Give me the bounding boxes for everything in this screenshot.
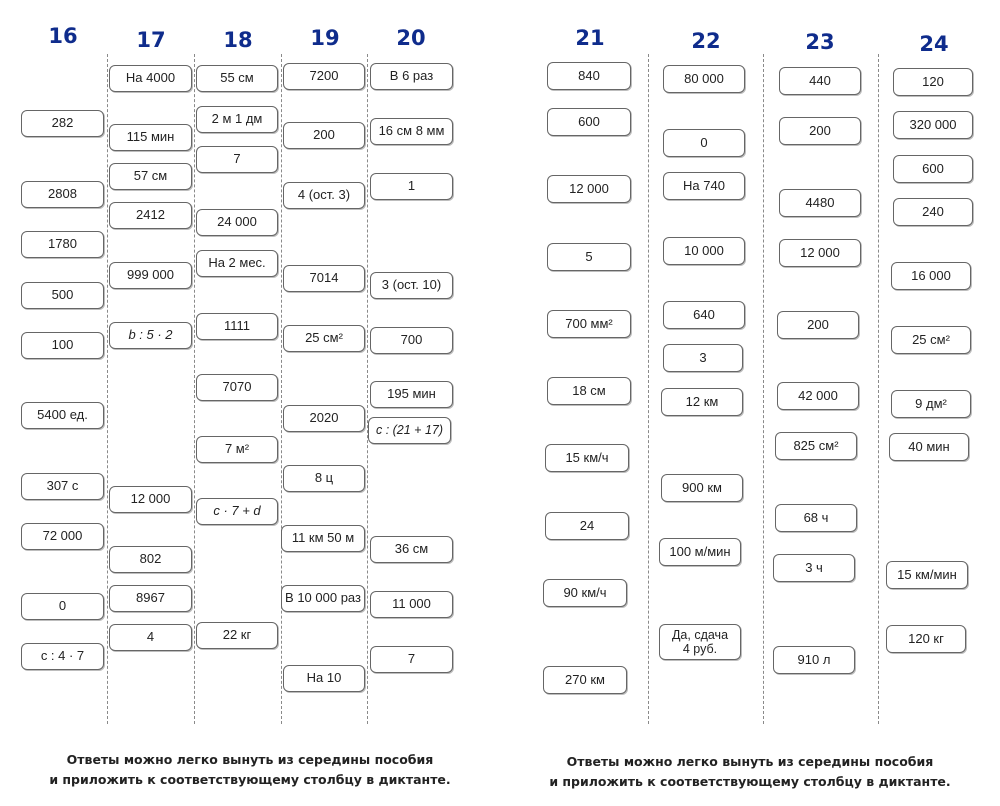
answer-card: 12 000: [779, 239, 861, 267]
answer-card: На 2 мес.: [196, 250, 278, 277]
answer-card: 3: [663, 344, 743, 372]
answer-card: 999 000: [109, 262, 192, 289]
instruction-line: Ответы можно легко вынуть из середины пособия: [66, 752, 434, 767]
answer-card: 910 л: [773, 646, 855, 674]
answer-card: 5: [547, 243, 631, 271]
answer-card: 72 000: [21, 523, 104, 550]
answer-card: 100: [21, 332, 104, 359]
answer-card: 7070: [196, 374, 278, 401]
answer-card: 7: [370, 646, 453, 673]
answer-card: c : (21 + 17): [368, 417, 451, 444]
answer-card: 42 000: [777, 382, 859, 410]
answer-card: 5400 ед.: [21, 402, 104, 429]
column-header-23: 23: [805, 30, 835, 54]
answer-card: 25 см²: [891, 326, 971, 354]
answer-card: 9 дм²: [891, 390, 971, 418]
column-header-21: 21: [575, 26, 605, 50]
instruction-note-right: [540, 752, 960, 792]
column-header-22: 22: [691, 29, 721, 53]
answer-card: 200: [283, 122, 365, 149]
instruction-note-left: [40, 750, 460, 790]
answer-card: 36 см: [370, 536, 453, 563]
column-header-20: 20: [396, 26, 426, 50]
answer-card: 7200: [283, 63, 365, 90]
answer-card: 600: [547, 108, 631, 136]
answer-card: 16 см 8 мм: [370, 118, 453, 145]
answer-card: 24: [545, 512, 629, 540]
answer-card: 68 ч: [775, 504, 857, 532]
column-header-16: 16: [48, 24, 78, 48]
column-divider: [367, 54, 368, 724]
answer-card: 200: [777, 311, 859, 339]
answer-card: 12 000: [547, 175, 631, 203]
answer-card: 900 км: [661, 474, 743, 502]
answer-card: 270 км: [543, 666, 627, 694]
answer-card: 15 км/мин: [886, 561, 968, 589]
answer-card: 12 000: [109, 486, 192, 513]
answer-card: 240: [893, 198, 973, 226]
answer-card: 12 км: [661, 388, 743, 416]
answer-card: 825 см²: [775, 432, 857, 460]
answer-card: 440: [779, 67, 861, 95]
answer-card: 282: [21, 110, 104, 137]
answer-card: c · 7 + d: [196, 498, 278, 525]
answer-card: 57 см: [109, 163, 192, 190]
column-header-24: 24: [919, 32, 949, 56]
answer-card: 840: [547, 62, 631, 90]
answer-card: 11 км 50 м: [281, 525, 365, 552]
answer-card: 700 мм²: [547, 310, 631, 338]
answer-card: 55 см: [196, 65, 278, 92]
instruction-line: и приложить к соответствующему столбцу в диктанте.: [49, 772, 451, 787]
answer-card: 2808: [21, 181, 104, 208]
answer-card: b : 5 · 2: [109, 322, 192, 349]
answer-card: 500: [21, 282, 104, 309]
answer-card: Да, сдача 4 руб.: [659, 624, 741, 660]
answer-card: 40 мин: [889, 433, 969, 461]
answer-card: В 10 000 раз: [281, 585, 365, 612]
answer-card: 90 км/ч: [543, 579, 627, 607]
answer-card: На 4000: [109, 65, 192, 92]
answer-card: 115 мин: [109, 124, 192, 151]
column-header-17: 17: [136, 28, 166, 52]
answer-card: 7: [196, 146, 278, 173]
answer-card: 11 000: [370, 591, 453, 618]
answer-card: 2412: [109, 202, 192, 229]
answer-card: На 740: [663, 172, 745, 200]
answer-card: 15 км/ч: [545, 444, 629, 472]
instruction-line: и приложить к соответствующему столбцу в диктанте.: [549, 774, 951, 789]
answer-card: 80 000: [663, 65, 745, 93]
answer-card: 7 м²: [196, 436, 278, 463]
column-divider: [107, 54, 108, 724]
answer-card: 4 (ост. 3): [283, 182, 365, 209]
answer-card: 10 000: [663, 237, 745, 265]
answer-card: 7014: [283, 265, 365, 292]
instruction-line: Ответы можно легко вынуть из середины пособия: [566, 754, 934, 769]
answer-card: 100 м/мин: [659, 538, 741, 566]
column-divider: [648, 54, 649, 724]
answer-card: 1111: [196, 313, 278, 340]
answer-card: 18 см: [547, 377, 631, 405]
answer-card: 120: [893, 68, 973, 96]
answer-card: 22 кг: [196, 622, 278, 649]
column-divider: [194, 54, 195, 724]
answer-card: 0: [663, 129, 745, 157]
answer-card: 0: [21, 593, 104, 620]
answer-card: На 10: [283, 665, 365, 692]
answer-card: 200: [779, 117, 861, 145]
answer-card: 4480: [779, 189, 861, 217]
answer-card: 320 000: [893, 111, 973, 139]
answer-card: 600: [893, 155, 973, 183]
answer-card: 25 см²: [283, 325, 365, 352]
answer-card: 120 кг: [886, 625, 966, 653]
column-divider: [281, 54, 282, 724]
answer-card: 2 м 1 дм: [196, 106, 278, 133]
answer-card: 2020: [283, 405, 365, 432]
answer-card: 3 (ост. 10): [370, 272, 453, 299]
answer-card: 8 ц: [283, 465, 365, 492]
answer-card: 3 ч: [773, 554, 855, 582]
answer-card: 640: [663, 301, 745, 329]
answer-card: 24 000: [196, 209, 278, 236]
answer-card: 195 мин: [370, 381, 453, 408]
answer-card: 1: [370, 173, 453, 200]
column-header-18: 18: [223, 28, 253, 52]
column-divider: [878, 54, 879, 724]
answer-card: 700: [370, 327, 453, 354]
answer-card: 307 с: [21, 473, 104, 500]
answer-card: c : 4 · 7: [21, 643, 104, 670]
answer-card: 802: [109, 546, 192, 573]
answer-card: 4: [109, 624, 192, 651]
column-divider: [763, 54, 764, 724]
answer-card: 8967: [109, 585, 192, 612]
answer-card: В 6 раз: [370, 63, 453, 90]
answer-card: 16 000: [891, 262, 971, 290]
column-header-19: 19: [310, 26, 340, 50]
answer-card: 1780: [21, 231, 104, 258]
